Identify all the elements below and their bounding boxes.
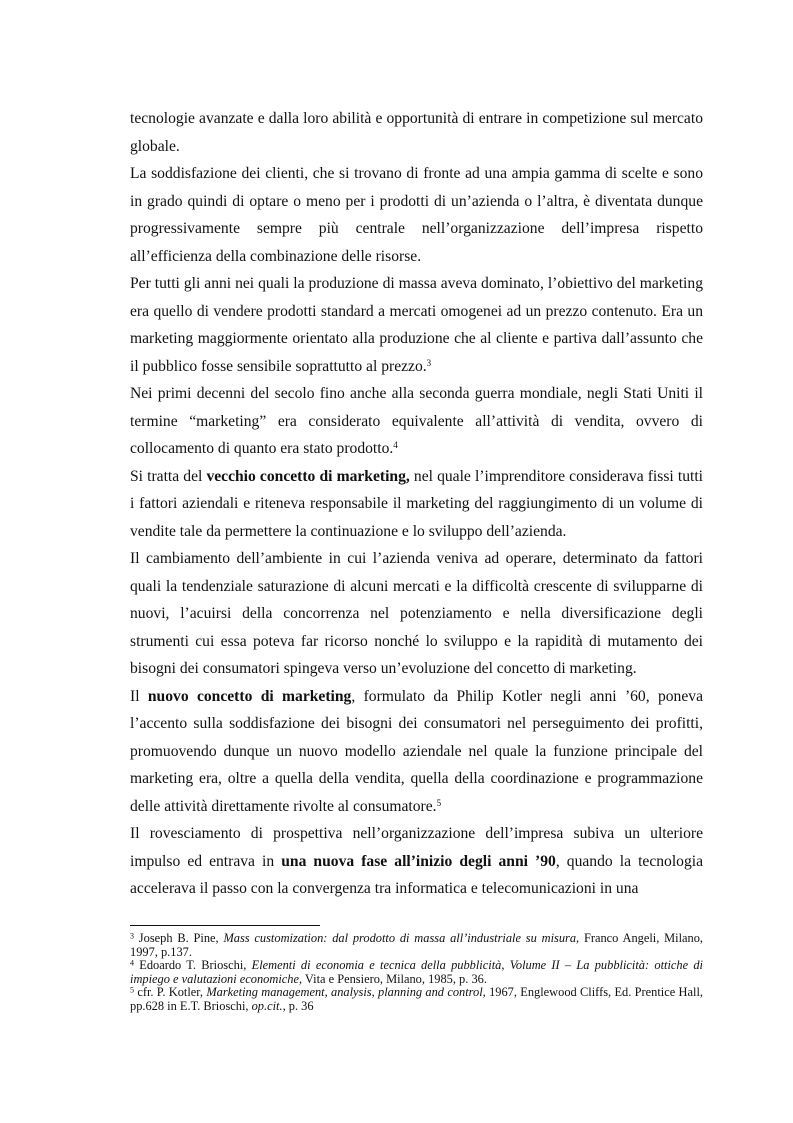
page-body	[130, 105, 703, 903]
paragraph-intro-continuation: tecnologie avanzate e dalla loro abilità e opportunità di entrare in competizione sul mercato globale.	[130, 110, 703, 155]
footnote-5-title: Marketing management, analysis, planning and control,	[206, 985, 486, 999]
footnote-5-opcit: op.cit.	[251, 998, 283, 1013]
paragraph-mass-production: Per tutti gli anni nei quali la produzione di massa aveva dominato, l’obiettivo del marketing era quello di vendere prodotti standard a mercati omogenei ad un prezzo contenuto. Era un marketing maggiormente orientato alla produzione che al cliente e partiva dall’assunto che il pubblico fosse sensibile soprattutto al prezzo.$^3$	[130, 275, 703, 375]
bold-old-marketing-concept: vecchio concetto di marketing,	[206, 467, 410, 485]
footnote-4: $^4$ Edoardo T. Brioschi, Elementi di economia e tecnica della pubblicità, Volume II – La pubblicità: ottiche di impiego e valutazioni economiche, Vita e Pensiero, Milano, 1985, p. 36.	[130, 958, 703, 986]
footnote-reference-5: 5	[436, 797, 442, 808]
paragraph-early-decades: Nei primi decenni del secolo fino anche alla seconda guerra mondiale, negli Stati Uniti il termine “marketing” era considerato equivalente all’attività di vendita, ovvero di collocamento di quanto era stato prodotto.$^4$	[130, 385, 703, 457]
paragraph-environment-change: Il cambiamento dell’ambiente in cui l’azienda veniva ad operare, determinato da fattori quali la tendenziale saturazione di alcuni mercati e la difficoltà crescente di svilupparne di nuovi, l’acuirsi della concorrenza nel potenziamento e nella diversificazione degli strumenti cui essa poteva far ricorso nonché lo sviluppo e la rapidità di mutamento dei bisogni dei consumatori spingeva verso un’evoluzione del concetto di marketing.	[130, 550, 703, 677]
bold-new-marketing-concept: nuovo concetto di marketing	[147, 687, 352, 705]
paragraph-customer-satisfaction: La soddisfazione dei clienti, che si trovano di fronte ad una ampia gamma di scelte e sono in grado quindi di optare o meno per i prodotti di un’azienda o l’altra, è diventata dunque progressivamente sempre più centrale nell’organizzazione dell’impresa rispetto all’efficienza della combinazione delle risorse.	[130, 165, 703, 265]
footnote-number-3: 3	[130, 931, 134, 941]
footnote-3-title: Mass customization: dal prodotto di massa all’industriale su misura,	[223, 931, 580, 945]
footnote-number-5: 5	[130, 985, 134, 995]
bold-new-phase-90s: una nuova fase all’inizio degli anni ’90	[281, 852, 556, 870]
paragraph-new-phase-90s: Il rovesciamento di prospettiva nell’organizzazione dell’impresa subiva un ulteriore impulso ed entrava in una nuova fase all’inizio degli anni ’90, quando la tecnologia accelerava il passo con la convergenza tra informatica e telecomunicazioni in una	[130, 825, 704, 897]
footnote-3: $^3$ Joseph B. Pine, Mass customization: dal prodotto di massa all’industriale su misura, Franco Angeli, Milano, 1997, p.137.	[130, 931, 704, 959]
footnote-reference-3: 3	[426, 357, 432, 368]
footnote-4-title: Elementi di economia e tecnica della pubblicità, Volume II – La pubblicità: ottiche di impiego e valutazioni economiche,	[130, 958, 703, 986]
paragraph-new-marketing-concept: Il nuovo concetto di marketing, formulato da Philip Kotler negli anni ’60, poneva l’accento sulla soddisfazione dei bisogni dei consumatori nel perseguimento dei profitti, promuovendo dunque un nuovo modello aziendale nel quale la funzione principale del marketing era, oltre a quella della vendita, quella della coordinazione e programmazione delle attività direttamente rivolte al consumatore.$^5$	[130, 687, 703, 815]
footnotes	[130, 932, 703, 1013]
footnote-reference-4: 4	[393, 440, 398, 451]
footnote-number-4: 4	[130, 958, 134, 968]
footnote-5: $^5$ cfr. P. Kotler, Marketing management, analysis, planning and control, 1967, Englewood Cliffs, Ed. Prentice Hall, pp.628 in E.T. Brioschi, op.cit., p. 36	[130, 985, 703, 1013]
footnote-separator	[130, 925, 320, 926]
paragraph-old-marketing-concept: Si tratta del vecchio concetto di marketing, nel quale l’imprenditore considerava fissi tutti i fattori aziendali e riteneva responsabile il marketing del raggiungimento di un volume di vendite tale da permettere la continuazione e lo sviluppo dell’azienda.	[130, 467, 703, 540]
